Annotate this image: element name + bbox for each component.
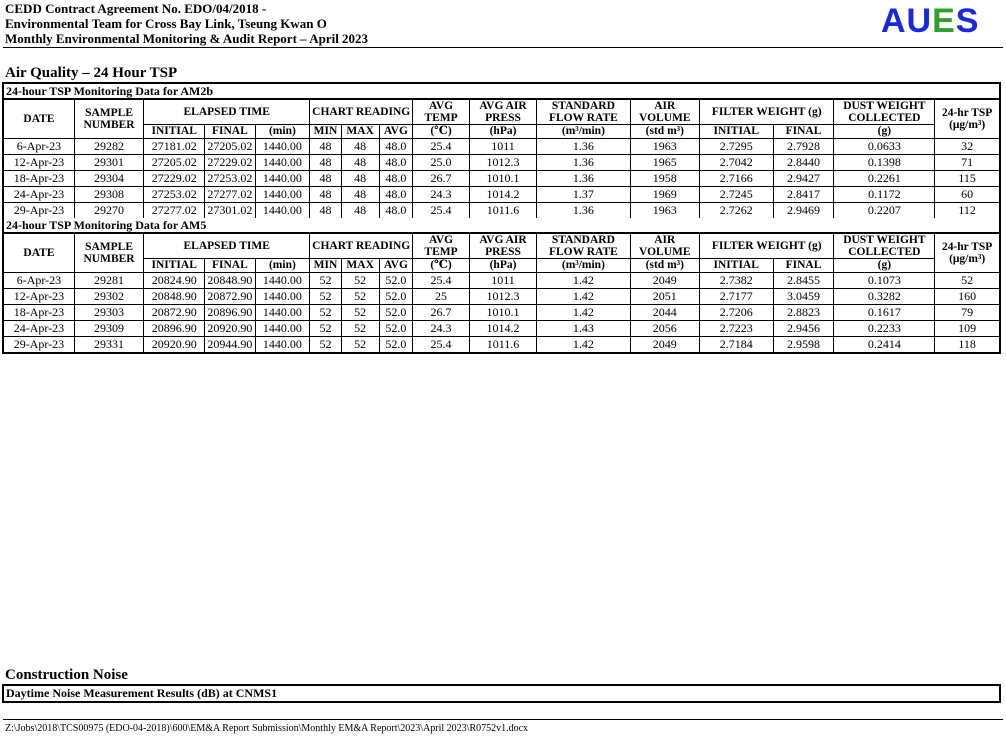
table-cell: 2049: [630, 337, 699, 353]
table-cell: 18-Apr-23: [4, 305, 74, 321]
col-header-date: DATE: [4, 100, 74, 139]
table-row: [4, 139, 999, 155]
table-cell: 52: [935, 273, 999, 289]
subheader-min-unit: (min): [255, 259, 310, 273]
table-cell: 1011: [469, 273, 536, 289]
table-cell: 2.7262: [699, 203, 773, 219]
table-cell: 0.2414: [834, 337, 935, 353]
table-cell: 52.0: [379, 289, 413, 305]
table-cell: 0.1617: [834, 305, 935, 321]
subheader-avg: AVG: [379, 125, 413, 139]
table-cell: 2.7928: [773, 139, 834, 155]
subheader-initial: INITIAL: [144, 259, 205, 273]
subheader-max: MAX: [341, 259, 379, 273]
table-cell: 25.4: [413, 139, 470, 155]
table-cell: 52: [310, 289, 342, 305]
col-header-dust-weight: DUST WEIGHT COLLECTED: [834, 100, 935, 125]
table-cell: 27181.02: [144, 139, 205, 155]
table-cell: 1.43: [537, 321, 631, 337]
table-cell: 0.2207: [834, 203, 935, 219]
table-cell: 29282: [74, 139, 143, 155]
table-cell: 48: [310, 155, 342, 171]
subheader-min-unit: (min): [255, 125, 310, 139]
subheader-avg: AVG: [379, 259, 413, 273]
subheader-final: FINAL: [205, 125, 255, 139]
subheader-volume-unit: (std m³): [630, 259, 699, 273]
table-cell: 3.0459: [773, 289, 834, 305]
subheader-filter-final: FINAL: [773, 125, 834, 139]
col-header-standard-flow-rate: STANDARD FLOW RATE: [537, 100, 631, 125]
table-cell: 1014.2: [469, 187, 536, 203]
table-cell: 2.9427: [773, 171, 834, 187]
table-row: [4, 289, 999, 305]
table-row: [4, 305, 999, 321]
table-cell: 25.4: [413, 337, 470, 353]
table-cell: 2.9456: [773, 321, 834, 337]
subheader-temp-unit: (℃): [413, 125, 470, 139]
col-header-sample-number: SAMPLE NUMBER: [74, 234, 143, 273]
table-cell: 26.7: [413, 305, 470, 321]
subheader-final: FINAL: [205, 259, 255, 273]
table-cell: 1440.00: [255, 139, 310, 155]
table-row: [4, 273, 999, 289]
col-header-filter-weight: FILTER WEIGHT (g): [699, 234, 833, 259]
table-cell: 29281: [74, 273, 143, 289]
subheader-filter-initial: INITIAL: [699, 259, 773, 273]
tsp-data-table: [4, 233, 999, 352]
table-cell: 1.42: [537, 305, 631, 321]
col-header-dust-weight: DUST WEIGHT COLLECTED: [834, 234, 935, 259]
table-cell: 48: [341, 203, 379, 219]
table-cell: 25.4: [413, 203, 470, 219]
table-cell: 52.0: [379, 321, 413, 337]
table-cell: 1965: [630, 155, 699, 171]
table-cell: 1012.3: [469, 289, 536, 305]
col-header-date: DATE: [4, 234, 74, 273]
table-cell: 2049: [630, 273, 699, 289]
table-cell: 20896.90: [144, 321, 205, 337]
col-header-chart-reading: CHART READING: [310, 100, 413, 125]
table-cell: 48.0: [379, 155, 413, 171]
table-cell: 29-Apr-23: [4, 337, 74, 353]
table-row: [4, 203, 999, 219]
noise-table-container: [2, 684, 1001, 703]
table-cell: 0.1073: [834, 273, 935, 289]
table-cell: 52.0: [379, 337, 413, 353]
subheader-initial: INITIAL: [144, 125, 205, 139]
table-cell: 48: [310, 187, 342, 203]
col-header-air-volume: AIR VOLUME: [630, 100, 699, 125]
col-header-sample-number: SAMPLE NUMBER: [74, 100, 143, 139]
table-row: [4, 321, 999, 337]
col-header-standard-flow-rate: STANDARD FLOW RATE: [537, 234, 631, 259]
table-cell: 2051: [630, 289, 699, 305]
table-cell: 1011.6: [469, 337, 536, 353]
table-cell: 27277.02: [144, 203, 205, 219]
table-cell: 1440.00: [255, 171, 310, 187]
table-cell: 1.36: [537, 139, 631, 155]
table-row: [4, 155, 999, 171]
col-header-chart-reading: CHART READING: [310, 234, 413, 259]
table-cell: 27205.02: [144, 155, 205, 171]
subheader-max: MAX: [341, 125, 379, 139]
col-header-filter-weight: FILTER WEIGHT (g): [699, 100, 833, 125]
table-cell: 52: [341, 321, 379, 337]
table-cell: 0.3282: [834, 289, 935, 305]
table-cell: 79: [935, 305, 999, 321]
table-cell: 20944.90: [205, 337, 255, 353]
table-cell: 48.0: [379, 187, 413, 203]
table-cell: 2.9598: [773, 337, 834, 353]
table-cell: 1440.00: [255, 203, 310, 219]
table-cell: 48.0: [379, 203, 413, 219]
table-cell: 2.7177: [699, 289, 773, 305]
subheader-min: MIN: [310, 259, 342, 273]
table-cell: 1.36: [537, 155, 631, 171]
table-cell: 48.0: [379, 139, 413, 155]
tsp-table-caption: 24-hour TSP Monitoring Data for AM2b: [4, 84, 999, 99]
table-cell: 48: [310, 203, 342, 219]
table-cell: 29331: [74, 337, 143, 353]
table-cell: 48.0: [379, 171, 413, 187]
table-cell: 1014.2: [469, 321, 536, 337]
table-cell: 2.7042: [699, 155, 773, 171]
subheader-flow-unit: (m³/min): [537, 125, 631, 139]
table-cell: 20824.90: [144, 273, 205, 289]
table-cell: 1.37: [537, 187, 631, 203]
subheader-filter-final: FINAL: [773, 259, 834, 273]
table-cell: 112: [935, 203, 999, 219]
table-cell: 52: [341, 273, 379, 289]
table-cell: 0.2233: [834, 321, 935, 337]
table-cell: 29301: [74, 155, 143, 171]
table-cell: 52.0: [379, 305, 413, 321]
table-cell: 1963: [630, 203, 699, 219]
table-cell: 20848.90: [205, 273, 255, 289]
table-cell: 52: [341, 289, 379, 305]
table-row: [4, 187, 999, 203]
col-header-24hr-tsp: 24-hr TSP (μg/m³): [935, 234, 999, 273]
table-cell: 2.8417: [773, 187, 834, 203]
col-header-avg-air-press: AVG AIR PRESS: [469, 234, 536, 259]
table-cell: 29302: [74, 289, 143, 305]
table-cell: 29309: [74, 321, 143, 337]
table-cell: 52: [310, 273, 342, 289]
table-cell: 12-Apr-23: [4, 289, 74, 305]
table-cell: 1440.00: [255, 155, 310, 171]
table-cell: 6-Apr-23: [4, 273, 74, 289]
table-cell: 29308: [74, 187, 143, 203]
footer-file-path: Z:\Jobs\2018\TCS00975 (EDO-04-2018)\600\EM&A Report Submission\Monthly EM&A Report\2023\April 2023\R0752v1.docx: [5, 723, 529, 734]
tsp-table-container: [2, 82, 1001, 354]
table-cell: 29270: [74, 203, 143, 219]
table-cell: 1.42: [537, 273, 631, 289]
table-cell: 52: [341, 305, 379, 321]
tsp-data-table: [4, 99, 999, 218]
table-cell: 20848.90: [144, 289, 205, 305]
table-cell: 2056: [630, 321, 699, 337]
table-cell: 0.0633: [834, 139, 935, 155]
col-header-elapsed-time: ELAPSED TIME: [144, 100, 310, 125]
table-cell: 1440.00: [255, 337, 310, 353]
footer-divider: [3, 719, 1003, 720]
table-cell: 48: [341, 171, 379, 187]
table-cell: 1010.1: [469, 171, 536, 187]
table-cell: 1958: [630, 171, 699, 187]
col-header-24hr-tsp: 24-hr TSP (μg/m³): [935, 100, 999, 139]
col-header-elapsed-time: ELAPSED TIME: [144, 234, 310, 259]
table-cell: 2.9469: [773, 203, 834, 219]
table-cell: 29-Apr-23: [4, 203, 74, 219]
col-header-avg-air-press: AVG AIR PRESS: [469, 100, 536, 125]
table-cell: 0.1172: [834, 187, 935, 203]
table-cell: 20920.90: [205, 321, 255, 337]
table-cell: 25: [413, 289, 470, 305]
header-contract-line: CEDD Contract Agreement No. EDO/04/2018 -: [5, 1, 267, 16]
header-report-line: Monthly Environmental Monitoring & Audit Report – April 2023: [5, 31, 369, 46]
table-cell: 20896.90: [205, 305, 255, 321]
section-title-air-quality: Air Quality – 24 Hour TSP: [5, 65, 178, 81]
table-cell: 29303: [74, 305, 143, 321]
table-cell: 24-Apr-23: [4, 187, 74, 203]
table-cell: 71: [935, 155, 999, 171]
col-header-avg-temp: AVG TEMP: [413, 234, 470, 259]
table-cell: 25.0: [413, 155, 470, 171]
aues-logo: AUES: [881, 2, 980, 40]
table-cell: 2.8440: [773, 155, 834, 171]
table-cell: 2.8823: [773, 305, 834, 321]
table-cell: 48: [310, 171, 342, 187]
table-cell: 1.36: [537, 203, 631, 219]
table-cell: 1.36: [537, 171, 631, 187]
table-cell: 2.7184: [699, 337, 773, 353]
table-cell: 24.3: [413, 187, 470, 203]
subheader-min: MIN: [310, 125, 342, 139]
table-cell: 118: [935, 337, 999, 353]
table-cell: 2.7295: [699, 139, 773, 155]
col-header-air-volume: AIR VOLUME: [630, 234, 699, 259]
table-cell: 1963: [630, 139, 699, 155]
section-title-construction-noise: Construction Noise: [5, 667, 128, 683]
table-cell: 27229.02: [205, 155, 255, 171]
table-cell: 48: [341, 139, 379, 155]
table-cell: 20872.90: [144, 305, 205, 321]
table-cell: 52: [310, 305, 342, 321]
subheader-press-unit: (hPa): [469, 259, 536, 273]
table-cell: 27253.02: [144, 187, 205, 203]
table-cell: 2.7245: [699, 187, 773, 203]
table-cell: 2.8455: [773, 273, 834, 289]
table-cell: 12-Apr-23: [4, 155, 74, 171]
subheader-flow-unit: (m³/min): [537, 259, 631, 273]
table-cell: 1969: [630, 187, 699, 203]
table-cell: 1440.00: [255, 273, 310, 289]
table-row: [4, 337, 999, 353]
table-cell: 27205.02: [205, 139, 255, 155]
table-cell: 1.42: [537, 337, 631, 353]
table-cell: 1440.00: [255, 187, 310, 203]
subheader-filter-initial: INITIAL: [699, 125, 773, 139]
table-cell: 20920.90: [144, 337, 205, 353]
table-cell: 1440.00: [255, 305, 310, 321]
table-cell: 1440.00: [255, 289, 310, 305]
noise-table-caption: Daytime Noise Measurement Results (dB) at CNMS1: [6, 686, 278, 700]
table-cell: 60: [935, 187, 999, 203]
table-cell: 27229.02: [144, 171, 205, 187]
table-cell: 52.0: [379, 273, 413, 289]
report-header: [5, 1, 368, 46]
table-cell: 2.7166: [699, 171, 773, 187]
table-cell: 0.1398: [834, 155, 935, 171]
table-cell: 48: [341, 187, 379, 203]
table-cell: 160: [935, 289, 999, 305]
table-cell: 1.42: [537, 289, 631, 305]
table-cell: 1012.3: [469, 155, 536, 171]
subheader-volume-unit: (std m³): [630, 125, 699, 139]
subheader-dust-unit: (g): [834, 259, 935, 273]
tsp-table-caption: 24-hour TSP Monitoring Data for AM5: [4, 218, 999, 233]
table-row: [4, 171, 999, 187]
table-cell: 27277.02: [205, 187, 255, 203]
table-cell: 48: [341, 155, 379, 171]
table-cell: 1011.6: [469, 203, 536, 219]
table-cell: 52: [310, 337, 342, 353]
table-cell: 2.7206: [699, 305, 773, 321]
table-cell: 52: [341, 337, 379, 353]
table-cell: 26.7: [413, 171, 470, 187]
table-cell: 32: [935, 139, 999, 155]
table-cell: 29304: [74, 171, 143, 187]
table-cell: 1011: [469, 139, 536, 155]
table-cell: 1440.00: [255, 321, 310, 337]
table-cell: 2.7382: [699, 273, 773, 289]
subheader-press-unit: (hPa): [469, 125, 536, 139]
table-cell: 25.4: [413, 273, 470, 289]
table-cell: 2.7223: [699, 321, 773, 337]
subheader-dust-unit: (g): [834, 125, 935, 139]
table-cell: 27301.02: [205, 203, 255, 219]
table-cell: 52: [310, 321, 342, 337]
col-header-avg-temp: AVG TEMP: [413, 100, 470, 125]
table-cell: 20872.90: [205, 289, 255, 305]
table-cell: 115: [935, 171, 999, 187]
table-cell: 0.2261: [834, 171, 935, 187]
table-cell: 24.3: [413, 321, 470, 337]
table-cell: 27253.02: [205, 171, 255, 187]
table-cell: 2044: [630, 305, 699, 321]
table-cell: 6-Apr-23: [4, 139, 74, 155]
table-cell: 48: [310, 139, 342, 155]
header-team-line: Environmental Team for Cross Bay Link, Tseung Kwan O: [5, 16, 327, 31]
table-cell: 109: [935, 321, 999, 337]
subheader-temp-unit: (℃): [413, 259, 470, 273]
table-cell: 24-Apr-23: [4, 321, 74, 337]
table-cell: 18-Apr-23: [4, 171, 74, 187]
table-cell: 1010.1: [469, 305, 536, 321]
header-divider: [3, 47, 1003, 48]
